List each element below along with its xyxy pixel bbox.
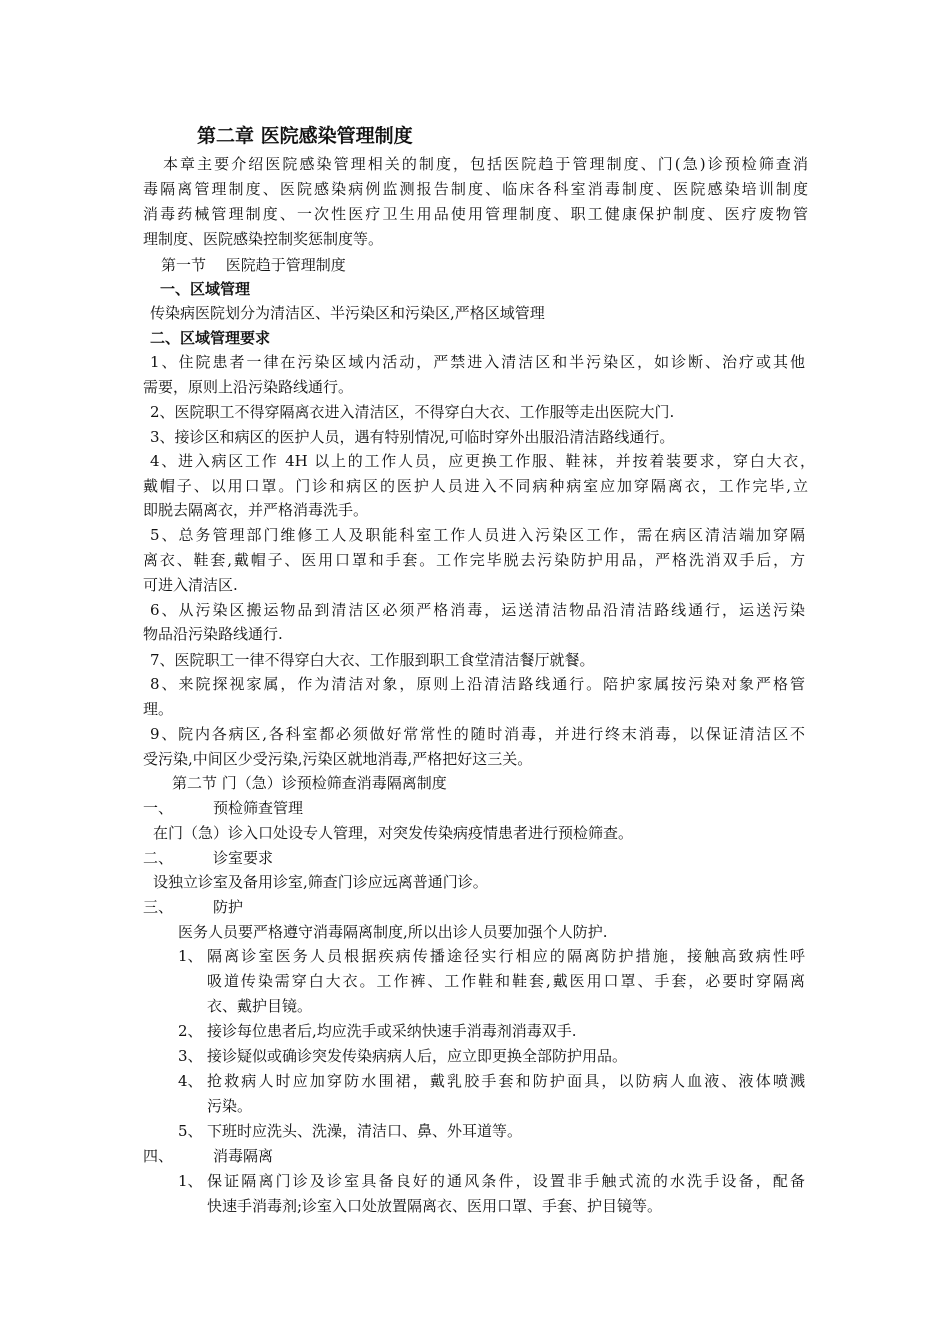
list-number: 2、 bbox=[178, 1022, 203, 1040]
part-label: 防护 bbox=[213, 898, 244, 916]
list-item: 6、从污染区搬运物品到清洁区必须严格消毒，运送清洁物品沿清洁路线通行，运送污染 bbox=[150, 601, 805, 619]
subsection-heading: 一、区域管理 bbox=[160, 280, 251, 298]
list-number: 1、 bbox=[178, 947, 203, 965]
list-item-cont: 污染。 bbox=[207, 1097, 253, 1115]
subsection-heading: 二、区域管理要求 bbox=[150, 329, 271, 347]
list-item-cont: 离衣、鞋套,戴帽子、医用口罩和手套。工作完毕脱去污染防护用品，严格洗消双手后，方 bbox=[143, 551, 805, 569]
part-number: 二、 bbox=[143, 849, 174, 867]
list-item: 2、医院职工不得穿隔离衣进入清洁区，不得穿白大衣、工作服等走出医院大门. bbox=[150, 403, 675, 421]
intro-line-2: 毒隔离管理制度、医院感染病例监测报告制度、临床各科室消毒制度、医院感染培训制度 bbox=[143, 180, 808, 198]
list-number: 3、 bbox=[178, 1047, 203, 1065]
list-item-cont: 即脱去隔离衣，并严格消毒洗手。 bbox=[143, 501, 369, 519]
intro-line-1: 本章主要介绍医院感染管理相关的制度，包括医院趋于管理制度、门(急)诊预检筛查消 bbox=[163, 155, 808, 173]
list-item: 7、医院职工一律不得穿白大衣、工作服到职工食堂清洁餐厅就餐。 bbox=[150, 651, 595, 669]
list-item: 保证隔离门诊及诊室具备良好的通风条件，设置非手触式流的水洗手设备，配备 bbox=[207, 1172, 805, 1190]
list-item: 隔离诊室医务人员根据疾病传播途径实行相应的隔离防护措施，接触高致病性呼 bbox=[207, 947, 805, 965]
list-item: 接诊每位患者后,均应洗手或采纳快速手消毒剂消毒双手. bbox=[207, 1022, 577, 1040]
list-item-cont: 快速手消毒剂;诊室入口处放置隔离衣、医用口罩、手套、护目镜等。 bbox=[207, 1197, 663, 1215]
list-item: 5、总务管理部门维修工人及职能科室工作人员进入污染区工作，需在病区清洁端加穿隔 bbox=[150, 526, 805, 544]
section-heading: 第二节 门（急）诊预检筛查消毒隔离制度 bbox=[172, 774, 447, 792]
part-number: 一、 bbox=[143, 799, 174, 817]
paragraph: 传染病医院划分为清洁区、半污染区和污染区,严格区域管理 bbox=[150, 304, 545, 322]
list-item-cont: 需要，原则上沿污染路线通行。 bbox=[143, 378, 354, 396]
list-item: 3、接诊区和病区的医护人员，遇有特别情况,可临时穿外出服沿清洁路线通行。 bbox=[150, 428, 675, 446]
part-number: 四、 bbox=[143, 1147, 174, 1165]
list-number: 1、 bbox=[178, 1172, 203, 1190]
list-item-cont: 受污染,中间区少受污染,污染区就地消毒,严格把好这三关。 bbox=[143, 750, 533, 768]
list-item: 9、院内各病区,各科室都必须做好常常性的随时消毒，并进行终末消毒，以保证清洁区不 bbox=[150, 725, 805, 743]
list-item-cont: 可进入清洁区. bbox=[143, 576, 238, 594]
intro-line-3: 消毒药械管理制度、一次性医疗卫生用品使用管理制度、职工健康保护制度、医疗废物管 bbox=[143, 205, 808, 223]
list-item: 下班时应洗头、洗澡，清洁口、鼻、外耳道等。 bbox=[207, 1122, 523, 1140]
intro-line-4: 理制度、医院感染控制奖惩制度等。 bbox=[143, 230, 384, 248]
paragraph: 在门（急）诊入口处设专人管理，对突发传染病疫情患者进行预检筛查。 bbox=[153, 824, 634, 842]
chapter-title: 第二章 医院感染管理制度 bbox=[197, 125, 413, 147]
list-item: 4、进入病区工作 4H 以上的工作人员，应更换工作服、鞋袜，并按着装要求，穿白大衣， bbox=[150, 452, 815, 470]
list-item: 抢救病人时应加穿防水围裙，戴乳胶手套和防护面具，以防病人血液、液体喷溅 bbox=[207, 1072, 805, 1090]
list-item-cont: 理。 bbox=[143, 700, 174, 718]
list-item-cont: 衣、戴护目镜。 bbox=[207, 997, 313, 1015]
list-number: 4、 bbox=[178, 1072, 203, 1090]
list-item-cont: 吸道传染需穿白大衣。工作裤、工作鞋和鞋套,戴医用口罩、手套，必要时穿隔离 bbox=[207, 972, 805, 990]
paragraph: 医务人员要严格遵守消毒隔离制度,所以出诊人员要加强个人防护. bbox=[178, 923, 608, 941]
list-item: 1、住院患者一律在污染区域内活动，严禁进入清洁区和半污染区，如诊断、治疗或其他 bbox=[150, 353, 805, 371]
part-label: 诊室要求 bbox=[213, 849, 274, 867]
paragraph: 设独立诊室及备用诊室,筛查门诊应远离普通门诊。 bbox=[153, 873, 488, 891]
part-number: 三、 bbox=[143, 898, 174, 916]
part-label: 预检筛查管理 bbox=[213, 799, 304, 817]
list-item: 8、来院探视家属，作为清洁对象，原则上沿清洁路线通行。陪护家属按污染对象严格管 bbox=[150, 675, 805, 693]
list-item-cont: 物品沿污染路线通行. bbox=[143, 625, 283, 643]
part-label: 消毒隔离 bbox=[213, 1147, 274, 1165]
section-heading: 第一节 医院趋于管理制度 bbox=[161, 256, 346, 274]
list-number: 5、 bbox=[178, 1122, 203, 1140]
list-item: 接诊疑似或确诊突发传染病病人后，应立即更换全部防护用品。 bbox=[207, 1047, 628, 1065]
list-item-cont: 戴帽子、以用口罩。门诊和病区的医护人员进入不同病种病室应加穿隔离衣，工作完毕,立 bbox=[143, 477, 808, 495]
